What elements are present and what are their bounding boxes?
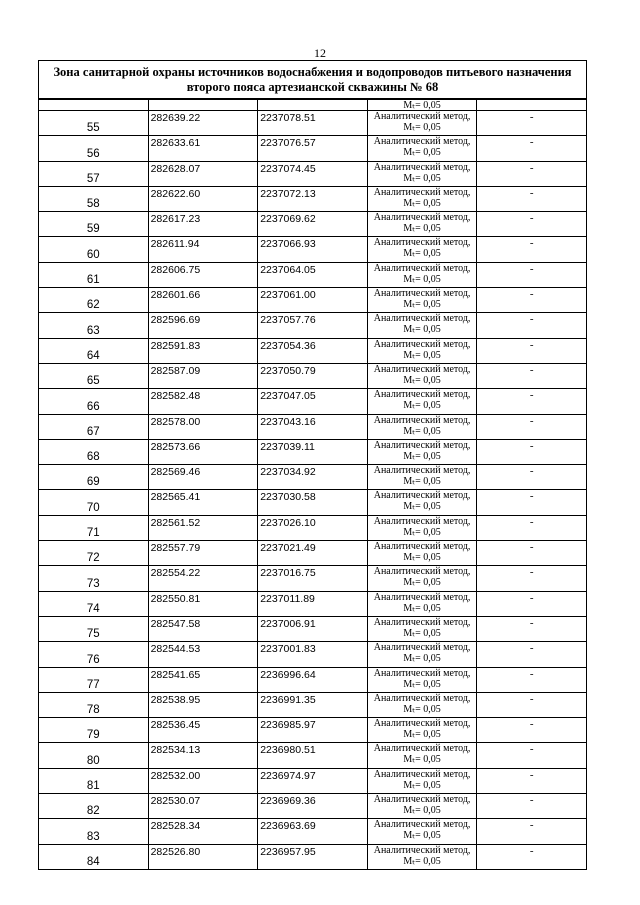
note-cell: -	[477, 313, 587, 338]
y-coordinate-cell: 2237057.76	[258, 313, 368, 338]
method-label: Аналитический метод,	[373, 692, 471, 704]
method-label: Аналитический метод,	[373, 161, 471, 173]
y-coordinate-cell: 2237030.58	[258, 490, 368, 515]
method-cell	[367, 768, 477, 793]
method-cell	[367, 667, 477, 692]
y-coordinate-cell: 2237026.10	[258, 515, 368, 540]
note-cell: -	[477, 186, 587, 211]
point-number-cell: 66	[39, 389, 149, 414]
method-cell	[367, 237, 477, 262]
method-accuracy: Mₜ= 0,05	[403, 627, 441, 639]
y-coordinate-cell: 2237039.11	[258, 439, 368, 464]
y-coordinate-cell: 2237001.83	[258, 642, 368, 667]
method-cell	[367, 313, 477, 338]
table-row	[39, 363, 587, 388]
method-label: Аналитический метод,	[373, 465, 471, 477]
y-coordinate-cell: 2236996.64	[258, 667, 368, 692]
method-cell	[367, 819, 477, 844]
x-coordinate-cell: 282561.52	[148, 515, 258, 540]
note-cell: -	[477, 541, 587, 566]
method-accuracy: Mₜ= 0,05	[403, 349, 441, 361]
x-coordinate-cell: 282526.80	[148, 844, 258, 869]
x-coordinate-cell: 282569.46	[148, 465, 258, 490]
point-number-cell: 58	[39, 186, 149, 211]
method-accuracy: Mₜ= 0,05	[403, 703, 441, 715]
method-label: Аналитический метод,	[373, 389, 471, 401]
note-cell: -	[477, 262, 587, 287]
point-number-cell: 56	[39, 136, 149, 161]
table-row	[39, 591, 587, 616]
y-coordinate-cell: 2237011.89	[258, 591, 368, 616]
table-row	[39, 237, 587, 262]
point-number-cell: 71	[39, 515, 149, 540]
y-coordinate-cell: 2236991.35	[258, 692, 368, 717]
point-number-cell: 72	[39, 541, 149, 566]
x-coordinate-cell: 282554.22	[148, 566, 258, 591]
table-row	[39, 642, 587, 667]
method-label: Аналитический метод,	[373, 743, 471, 755]
method-cell	[367, 794, 477, 819]
point-number-cell: 79	[39, 718, 149, 743]
method-cell	[367, 111, 477, 136]
method-label: Аналитический метод,	[373, 667, 471, 679]
y-coordinate-cell: 2237021.49	[258, 541, 368, 566]
method-label: Аналитический метод,	[373, 439, 471, 451]
method-label: Аналитический метод,	[373, 111, 471, 122]
method-cell	[367, 616, 477, 641]
continuation-note-cell	[477, 99, 587, 111]
table-row	[39, 692, 587, 717]
y-coordinate-cell: 2237078.51	[258, 111, 368, 136]
method-accuracy: Mₜ= 0,05	[403, 425, 441, 437]
table-row	[39, 490, 587, 515]
x-coordinate-cell: 282573.66	[148, 439, 258, 464]
note-cell: -	[477, 414, 587, 439]
table-row	[39, 161, 587, 186]
note-cell: -	[477, 490, 587, 515]
x-coordinate-cell: 282587.09	[148, 363, 258, 388]
x-coordinate-cell: 282565.41	[148, 490, 258, 515]
method-cell	[367, 414, 477, 439]
x-coordinate-cell: 282550.81	[148, 591, 258, 616]
method-label: Аналитический метод,	[373, 794, 471, 806]
method-cell	[367, 490, 477, 515]
method-cell	[367, 465, 477, 490]
point-number-cell: 81	[39, 768, 149, 793]
point-number-cell: 73	[39, 566, 149, 591]
x-coordinate-cell: 282639.22	[148, 111, 258, 136]
y-coordinate-cell: 2236985.97	[258, 718, 368, 743]
method-label: Аналитический метод,	[373, 414, 471, 426]
table-row	[39, 819, 587, 844]
method-label: Аналитический метод,	[373, 338, 471, 350]
table-row	[39, 313, 587, 338]
note-cell: -	[477, 212, 587, 237]
note-cell: -	[477, 439, 587, 464]
y-coordinate-cell: 2237047.05	[258, 389, 368, 414]
method-accuracy: Mₜ= 0,05	[403, 602, 441, 614]
method-cell	[367, 743, 477, 768]
table-row	[39, 794, 587, 819]
method-cell	[367, 439, 477, 464]
method-accuracy: Mₜ= 0,05	[403, 678, 441, 690]
x-coordinate-cell: 282536.45	[148, 718, 258, 743]
x-coordinate-cell: 282601.66	[148, 288, 258, 313]
note-cell: -	[477, 768, 587, 793]
point-number-cell: 64	[39, 338, 149, 363]
note-cell: -	[477, 692, 587, 717]
y-coordinate-cell: 2236980.51	[258, 743, 368, 768]
method-label: Аналитический метод,	[373, 515, 471, 527]
note-cell: -	[477, 591, 587, 616]
y-coordinate-cell: 2237054.36	[258, 338, 368, 363]
y-coordinate-cell: 2237074.45	[258, 161, 368, 186]
method-cell	[367, 212, 477, 237]
y-coordinate-cell: 2236974.97	[258, 768, 368, 793]
table-row	[39, 541, 587, 566]
page-number: 12	[314, 46, 326, 60]
method-accuracy: Mₜ= 0,05	[403, 830, 441, 842]
method-cell	[367, 844, 477, 869]
method-label: Аналитический метод,	[373, 136, 471, 148]
x-coordinate-cell: 282633.61	[148, 136, 258, 161]
method-accuracy: Mₜ= 0,05	[403, 374, 441, 386]
y-coordinate-cell: 2237006.91	[258, 616, 368, 641]
x-coordinate-cell: 282582.48	[148, 389, 258, 414]
point-number-cell: 82	[39, 794, 149, 819]
table-header-row	[39, 61, 587, 100]
method-label: Аналитический метод,	[373, 363, 471, 375]
table-title	[39, 61, 587, 100]
method-label: Аналитический метод,	[373, 186, 471, 198]
point-number-cell: 55	[39, 111, 149, 136]
y-coordinate-cell: 2237043.16	[258, 414, 368, 439]
method-label: Аналитический метод,	[373, 313, 471, 325]
table-row	[39, 414, 587, 439]
method-cell	[367, 136, 477, 161]
x-coordinate-cell: 282532.00	[148, 768, 258, 793]
note-cell: -	[477, 642, 587, 667]
point-number-cell: 70	[39, 490, 149, 515]
y-coordinate-cell: 2237069.62	[258, 212, 368, 237]
method-cell	[367, 718, 477, 743]
x-coordinate-cell: 282596.69	[148, 313, 258, 338]
point-number-cell: 84	[39, 844, 149, 869]
method-label: Аналитический метод,	[373, 819, 471, 831]
point-number-cell: 69	[39, 465, 149, 490]
x-coordinate-cell: 282528.34	[148, 819, 258, 844]
method-accuracy: Mₜ= 0,05	[403, 450, 441, 462]
note-cell: -	[477, 566, 587, 591]
method-accuracy: Mₜ= 0,05	[403, 273, 441, 285]
table-row	[39, 212, 587, 237]
method-cell	[367, 262, 477, 287]
method-label: Аналитический метод,	[373, 642, 471, 654]
note-cell: -	[477, 136, 587, 161]
continuation-num-cell	[39, 99, 149, 111]
x-coordinate-cell: 282578.00	[148, 414, 258, 439]
method-label: Аналитический метод,	[373, 844, 471, 856]
method-accuracy: Mₜ= 0,05	[403, 197, 441, 209]
table-row	[39, 616, 587, 641]
method-label: Аналитический метод,	[373, 768, 471, 780]
x-coordinate-cell: 282606.75	[148, 262, 258, 287]
point-number-cell: 61	[39, 262, 149, 287]
method-label: Аналитический метод,	[373, 566, 471, 578]
table-row	[39, 186, 587, 211]
x-coordinate-cell: 282534.13	[148, 743, 258, 768]
y-coordinate-cell: 2237050.79	[258, 363, 368, 388]
note-cell: -	[477, 667, 587, 692]
note-cell: -	[477, 161, 587, 186]
x-coordinate-cell: 282547.58	[148, 616, 258, 641]
method-accuracy: Mₜ= 0,05	[403, 577, 441, 589]
method-label: Аналитический метод,	[373, 237, 471, 249]
note-cell: -	[477, 237, 587, 262]
point-number-cell: 65	[39, 363, 149, 388]
point-number-cell: 60	[39, 237, 149, 262]
method-accuracy: Mₜ= 0,05	[403, 805, 441, 817]
x-coordinate-cell: 282622.60	[148, 186, 258, 211]
note-cell: -	[477, 515, 587, 540]
table-row	[39, 288, 587, 313]
method-accuracy: Mₜ= 0,05	[403, 172, 441, 184]
table-row	[39, 262, 587, 287]
x-coordinate-cell: 282628.07	[148, 161, 258, 186]
continuation-y-cell	[258, 99, 368, 111]
y-coordinate-cell: 2236969.36	[258, 794, 368, 819]
y-coordinate-cell: 2237016.75	[258, 566, 368, 591]
y-coordinate-cell: 2237066.93	[258, 237, 368, 262]
y-coordinate-cell: 2237034.92	[258, 465, 368, 490]
table-row	[39, 389, 587, 414]
point-number-cell: 63	[39, 313, 149, 338]
x-coordinate-cell: 282611.94	[148, 237, 258, 262]
note-cell: -	[477, 363, 587, 388]
method-label: Аналитический метод,	[373, 490, 471, 502]
method-label: Аналитический метод,	[373, 541, 471, 553]
method-label: Аналитический метод,	[373, 718, 471, 730]
table-row	[39, 844, 587, 869]
method-accuracy: Mₜ= 0,05	[403, 653, 441, 665]
x-coordinate-cell: 282541.65	[148, 667, 258, 692]
point-number-cell: 75	[39, 616, 149, 641]
method-accuracy: Mₜ= 0,05	[403, 299, 441, 311]
point-number-cell: 57	[39, 161, 149, 186]
table-row	[39, 515, 587, 540]
table-title-line-2: второго пояса артезианской скважины № 68	[186, 79, 439, 94]
method-cell	[367, 566, 477, 591]
method-label: Аналитический метод,	[373, 262, 471, 274]
point-number-cell: 68	[39, 439, 149, 464]
method-cell	[367, 642, 477, 667]
continuation-method-cell: Mₜ= 0,05	[367, 99, 477, 111]
point-number-cell: 59	[39, 212, 149, 237]
x-coordinate-cell: 282544.53	[148, 642, 258, 667]
x-coordinate-cell: 282557.79	[148, 541, 258, 566]
x-coordinate-cell: 282538.95	[148, 692, 258, 717]
table-row	[39, 136, 587, 161]
table-row	[39, 768, 587, 793]
note-cell: -	[477, 338, 587, 363]
method-accuracy: Mₜ= 0,05	[403, 501, 441, 513]
method-accuracy: Mₜ= 0,05	[403, 248, 441, 260]
note-cell: -	[477, 743, 587, 768]
method-cell	[367, 363, 477, 388]
note-cell: -	[477, 111, 587, 136]
method-cell	[367, 541, 477, 566]
x-coordinate-cell: 282617.23	[148, 212, 258, 237]
method-cell	[367, 288, 477, 313]
method-accuracy: Mₜ= 0,05	[403, 754, 441, 766]
method-cell	[367, 591, 477, 616]
method-accuracy: Mₜ= 0,05	[403, 147, 441, 159]
method-accuracy: Mₜ= 0,05	[403, 324, 441, 336]
method-cell	[367, 186, 477, 211]
table-row	[39, 111, 587, 136]
table-row	[39, 566, 587, 591]
coordinates-table	[38, 60, 587, 870]
point-number-cell: 62	[39, 288, 149, 313]
table-row	[39, 439, 587, 464]
method-label: Аналитический метод,	[373, 591, 471, 603]
note-cell: -	[477, 465, 587, 490]
method-label: Аналитический метод,	[373, 616, 471, 628]
table-row	[39, 743, 587, 768]
table-row	[39, 718, 587, 743]
method-accuracy: Mₜ= 0,05	[403, 729, 441, 741]
point-number-cell: 76	[39, 642, 149, 667]
method-cell	[367, 389, 477, 414]
point-number-cell: 83	[39, 819, 149, 844]
note-cell: -	[477, 819, 587, 844]
note-cell: -	[477, 794, 587, 819]
note-cell: -	[477, 288, 587, 313]
note-cell: -	[477, 844, 587, 869]
method-cell	[367, 515, 477, 540]
method-cell	[367, 338, 477, 363]
note-cell: -	[477, 718, 587, 743]
y-coordinate-cell: 2237072.13	[258, 186, 368, 211]
point-number-cell: 67	[39, 414, 149, 439]
table-row	[39, 338, 587, 363]
note-cell: -	[477, 616, 587, 641]
method-label: Аналитический метод,	[373, 212, 471, 224]
table-row	[39, 465, 587, 490]
method-accuracy: Mₜ= 0,05	[403, 122, 441, 133]
method-accuracy: Mₜ= 0,05	[403, 223, 441, 235]
y-coordinate-cell: 2236963.69	[258, 819, 368, 844]
y-coordinate-cell: 2237061.00	[258, 288, 368, 313]
table-row	[39, 667, 587, 692]
continuation-row	[39, 99, 587, 111]
note-cell: -	[477, 389, 587, 414]
table-title-line-1: Зона санитарной охраны источников водоснабжения и водопроводов питьевого назначения	[53, 64, 572, 79]
x-coordinate-cell: 282530.07	[148, 794, 258, 819]
method-accuracy: Mₜ= 0,05	[403, 526, 441, 538]
method-accuracy: Mₜ= 0,05	[403, 476, 441, 488]
point-number-cell: 78	[39, 692, 149, 717]
x-coordinate-cell: 282591.83	[148, 338, 258, 363]
continuation-x-cell	[148, 99, 258, 111]
point-number-cell: 80	[39, 743, 149, 768]
method-cell	[367, 692, 477, 717]
y-coordinate-cell: 2236957.95	[258, 844, 368, 869]
y-coordinate-cell: 2237064.05	[258, 262, 368, 287]
method-cell	[367, 161, 477, 186]
y-coordinate-cell: 2237076.57	[258, 136, 368, 161]
point-number-cell: 74	[39, 591, 149, 616]
point-number-cell: 77	[39, 667, 149, 692]
method-accuracy: Mₜ= 0,05	[403, 779, 441, 791]
method-accuracy: Mₜ= 0,05	[403, 400, 441, 412]
method-label: Аналитический метод,	[373, 288, 471, 300]
method-accuracy: Mₜ= 0,05	[403, 552, 441, 564]
method-accuracy: Mₜ= 0,05	[403, 855, 441, 867]
